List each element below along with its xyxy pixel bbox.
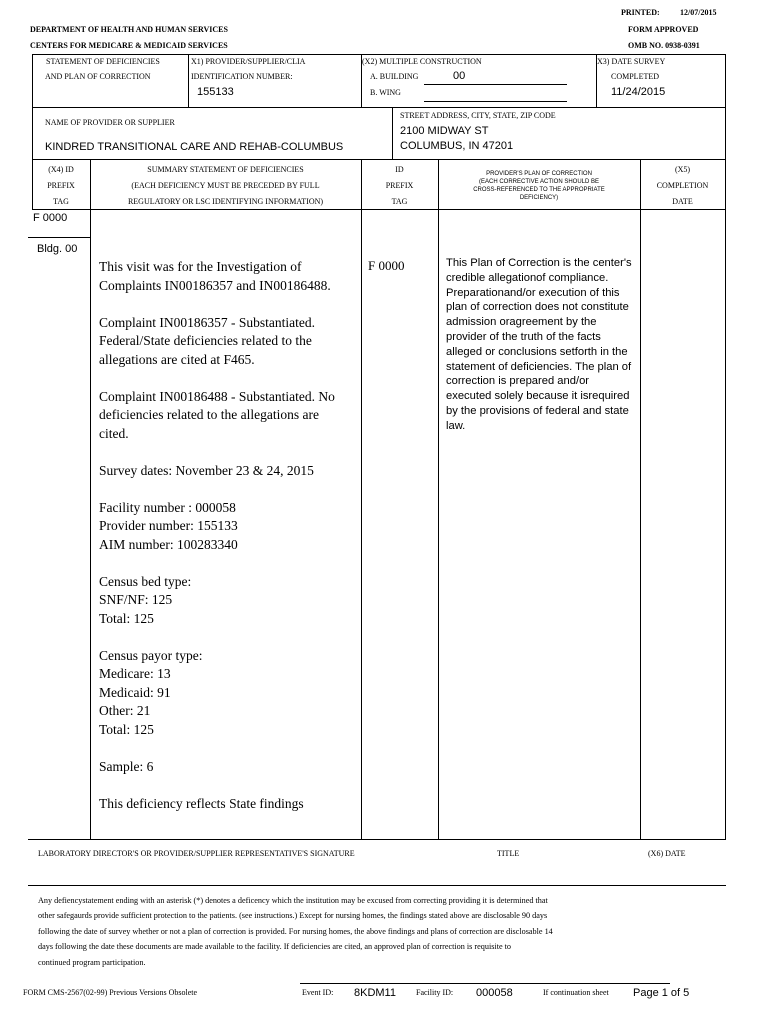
rule (725, 209, 726, 839)
summary-statement (99, 258, 349, 832)
top-rule (32, 54, 726, 55)
event-id-value: 8KDM11 (354, 987, 396, 999)
x1-label: X1) PROVIDER/SUPPLIER/CLIA (191, 57, 306, 66)
plan-header-2: (EACH CORRECTIVE ACTION SHOULD BE (478, 179, 600, 185)
department-title: DEPARTMENT OF HEALTH AND HUMAN SERVICES (30, 25, 228, 34)
x4-header: (X4) ID (48, 165, 74, 174)
printed-label: PRINTED: (621, 8, 660, 17)
summary-paragraph: Census payor type: Medicare: 13 Medicaid: 91 Other: 21 Total: 125 (99, 647, 203, 737)
provider-id-value: 155133 (197, 86, 234, 98)
x3-label: X3) DATE SURVEY (597, 57, 666, 66)
provider-name-value: KINDRED TRANSITIONAL CARE AND REHAB-COLUMBUS (45, 141, 344, 153)
footer-rule (300, 983, 670, 984)
x2-label: (X2) MULTIPLE CONSTRUCTION (362, 57, 482, 66)
signature-rule (28, 885, 726, 886)
wing-underline (424, 101, 567, 102)
signature-label: LABORATORY DIRECTOR'S OR PROVIDER/SUPPLIER REPRESENTATIVE'S SIGNATURE (38, 849, 355, 858)
plan-header-4: DEFICIENCY) (519, 195, 559, 201)
id-header-3: TAG (391, 197, 408, 206)
rule (361, 209, 362, 839)
printed-date: 12/07/2015 (680, 8, 717, 17)
building-underline (424, 84, 567, 85)
statement-label-2: AND PLAN OF CORRECTION (45, 72, 151, 81)
rule (32, 209, 726, 210)
survey-date-value: 11/24/2015 (611, 86, 666, 98)
facility-id-value: 000058 (476, 987, 513, 999)
page-number: Page 1 of 5 (633, 987, 690, 999)
statement-label: STATEMENT OF DEFICIENCIES (46, 57, 160, 66)
omb-number: OMB NO. 0938-0391 (628, 41, 700, 50)
x4-header-3: TAG (53, 197, 69, 206)
rule (725, 159, 726, 209)
notice-line: other safegaurds provide sufficient protection to the patients. (see instructions.) Except for nursing homes, the findings stated above are disclosable 90 days (38, 911, 548, 921)
summary-paragraph: Census bed type: SNF/NF: 125 Total: 125 (99, 573, 192, 626)
form-approved: FORM APPROVED (628, 25, 699, 34)
x5-header-3: DATE (672, 197, 693, 206)
continuation-label: If continuation sheet (543, 988, 609, 997)
id-tag: F 0000 (368, 258, 405, 273)
body-bottom-rule (28, 839, 726, 840)
plan-header: PROVIDER'S PLAN OF CORRECTION (486, 171, 592, 177)
summary-paragraph: Complaint IN00186488 - Substantiated. No deficiencies related to the allegations are cited. (99, 388, 335, 441)
centers-title: CENTERS FOR MEDICARE & MEDICAID SERVICES (30, 41, 228, 50)
id-header-2: PREFIX (385, 181, 414, 190)
rule (32, 107, 726, 108)
notice-line: Any defiencystatement ending with an asterisk (*) denotes a deficency which the institution may be excused from correcting providing it is determined that (38, 896, 548, 905)
summary-header-2: (EACH DEFICIENCY MUST BE PRECEDED BY FULL (131, 181, 320, 190)
rule (438, 209, 439, 839)
disclosure-notice (38, 893, 618, 970)
rule (640, 209, 641, 839)
summary-paragraph: This visit was for the Investigation of Complaints IN00186357 and IN00186488. (99, 259, 331, 293)
x1-label-2: IDENTIFICATION NUMBER: (191, 72, 293, 81)
f-tag: F 0000 (33, 212, 68, 224)
form-number: FORM CMS-2567(02-99) Previous Versions Obsolete (23, 988, 198, 997)
x3-label-2: COMPLETED (611, 72, 659, 81)
id-header: ID (395, 165, 404, 174)
rule (188, 54, 189, 107)
notice-line: following the date of survey whether or not a plan of correction is provided. For nursing homes, the above findings and plans of correction are disclosable 14 (38, 926, 553, 936)
notice-line: continued program participation. (38, 957, 146, 967)
address-label: STREET ADDRESS, CITY, STATE, ZIP CODE (400, 111, 556, 120)
facility-id-label: Facility ID: (416, 988, 454, 997)
summary-paragraph: Survey dates: November 23 & 24, 2015 (99, 462, 314, 478)
title-label: TITLE (497, 849, 520, 858)
tag-rule (28, 237, 91, 238)
wing-label: B. WING (370, 88, 401, 97)
rule (32, 107, 33, 159)
summary-paragraph: Sample: 6 (99, 758, 154, 774)
event-id-label: Event ID: (302, 988, 334, 997)
building-tag: Bldg. 00 (37, 243, 78, 255)
summary-header: SUMMARY STATEMENT OF DEFICIENCIES (147, 165, 304, 174)
rule (392, 107, 393, 159)
x4-header-2: PREFIX (47, 181, 75, 190)
summary-paragraph: Complaint IN00186357 - Substantiated. Federal/State deficiencies related to the allegations are cited at F465. (99, 314, 315, 367)
address-line-1: 2100 MIDWAY ST (400, 125, 489, 137)
summary-paragraph: Facility number : 000058 Provider number: 155133 AIM number: 100283340 (99, 499, 238, 552)
x5-header-2: COMPLETION (656, 181, 709, 190)
rule (725, 107, 726, 159)
rule (725, 54, 726, 107)
summary-header-3: REGULATORY OR LSC IDENTIFYING INFORMATION) (127, 197, 324, 206)
building-label: A. BUILDING (370, 72, 419, 81)
plan-header-3: CROSS-REFERENCED TO THE APPROPRIATE (473, 187, 605, 193)
building-value: 00 (453, 70, 466, 82)
address-line-2: COLUMBUS, IN 47201 (400, 140, 514, 152)
rule (32, 159, 726, 160)
plan-of-correction: This Plan of Correction is the center's credible allegationof compliance. Preparationand/or execution of this plan of correction does not constitute admission oragreement by the provider of the truth of the facts alleged or conclusions setforth in the statement of deficiencies. The plan of correction is prepared and/or executed solely because it isrequired by the provisions of federal and state law. (446, 257, 632, 432)
date-label: (X6) DATE (648, 849, 686, 858)
summary-paragraph: This deficiency reflects State findings (99, 795, 304, 811)
rule (90, 209, 91, 839)
notice-line: days following the date these documents are made available to the facility. If deficiencies are cited, an approved plan of correction is requisite to (38, 942, 512, 952)
provider-name-label: NAME OF PROVIDER OR SUPPLIER (45, 118, 175, 127)
rule (32, 54, 33, 107)
x5-header: (X5) (674, 165, 691, 174)
